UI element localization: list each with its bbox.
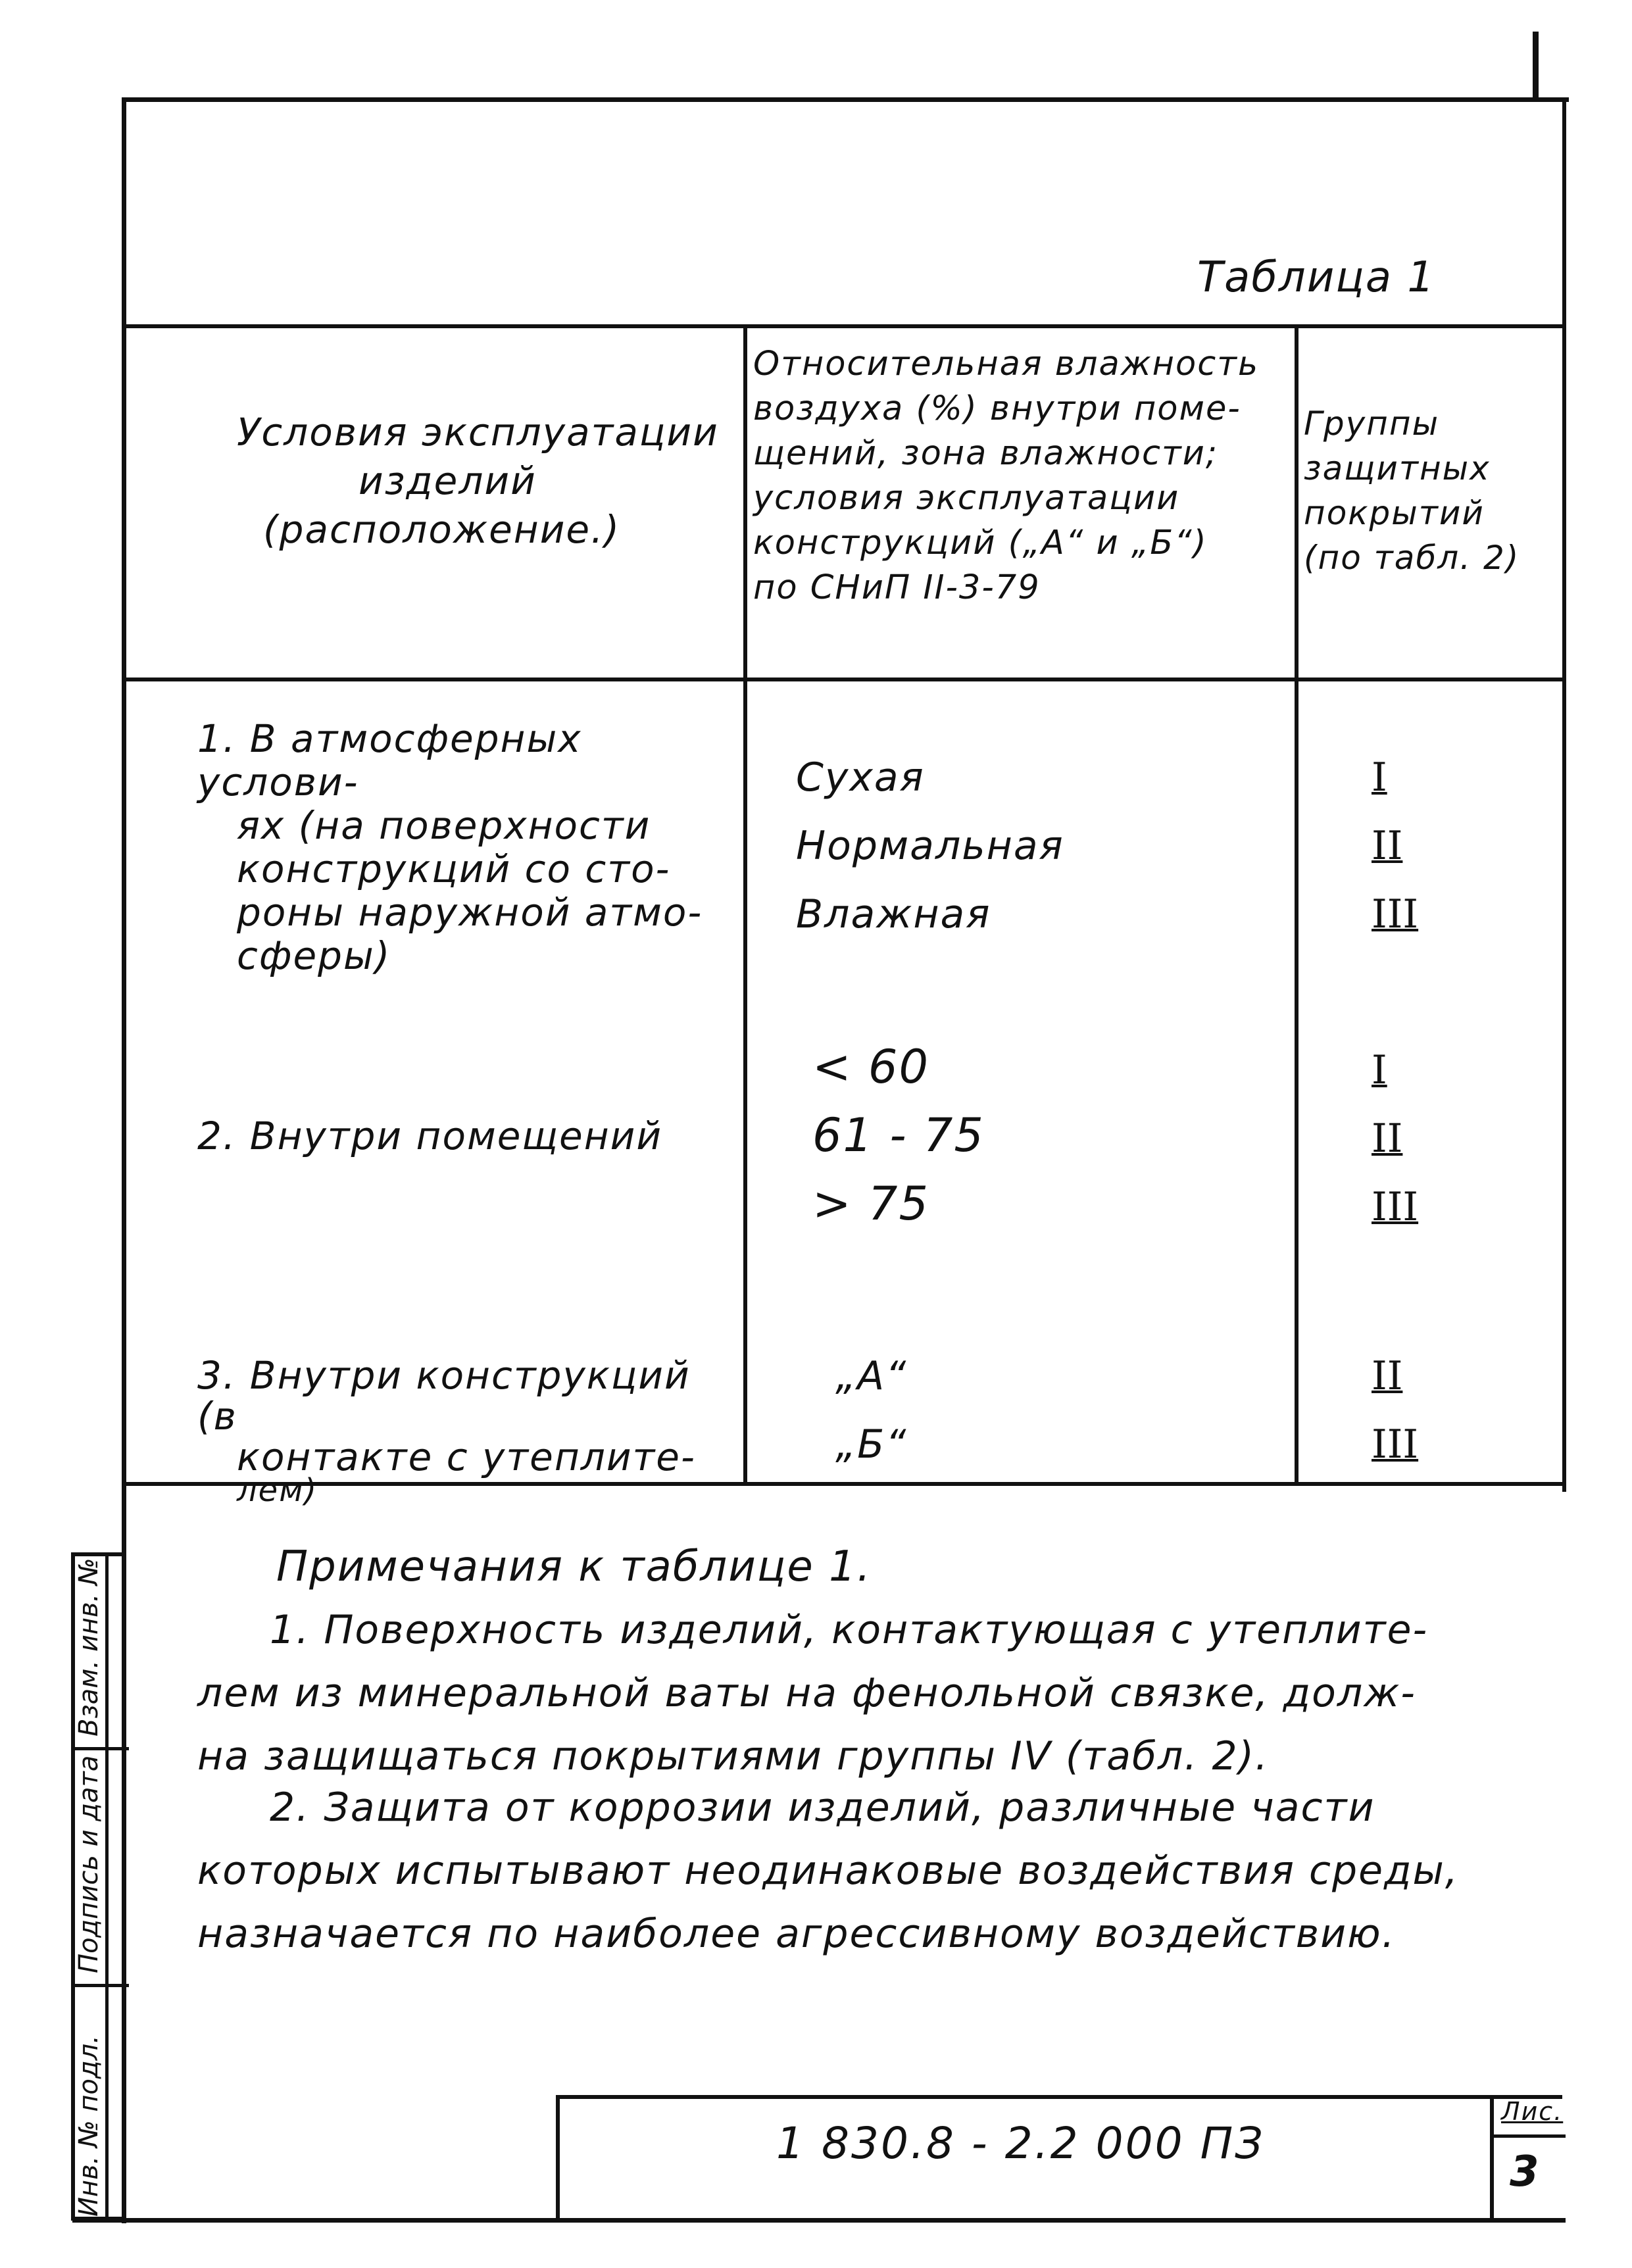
header-line: защитных	[1304, 449, 1491, 487]
side-stamp-divider	[75, 1984, 129, 1987]
note-line: 2. Защита от коррозии изделий, различные части	[270, 1785, 1375, 1831]
header-line: конструкций („А“ и „Б“)	[753, 524, 1208, 562]
row-3-humidity	[835, 1342, 907, 1479]
notes-title: Примечания к таблице 1.	[276, 1542, 872, 1591]
condition-line: лем)	[237, 1472, 318, 1509]
header-conditions	[237, 408, 737, 554]
group-value: III	[1372, 891, 1419, 937]
header-line: воздуха (%) внутри поме-	[753, 389, 1241, 428]
header-line: Группы	[1304, 405, 1440, 443]
row-3-condition	[197, 1353, 737, 1509]
table-caption: Таблица 1	[1197, 253, 1436, 302]
humidity-value: Влажная	[796, 891, 991, 937]
row-2-condition	[197, 1112, 662, 1160]
note-line: которых испытывают неодинаковые воздействия среды,	[197, 1848, 1459, 1894]
header-line: Условия эксплуатации	[237, 410, 719, 455]
side-label-replace: Взам. инв. №	[74, 1558, 104, 1737]
row-3-groups	[1372, 1342, 1418, 1479]
title-block-sheet-divider	[1490, 2095, 1494, 2221]
group-value: I	[1372, 1047, 1387, 1093]
note-line: лем из минеральной ваты на фенольной связке, долж-	[197, 1670, 1416, 1716]
sheet-label: Лис.	[1501, 2097, 1564, 2126]
header-line: (по табл. 2)	[1304, 539, 1520, 577]
note-line: на защищаться покрытиями группы IV (табл. 2).	[197, 1733, 1270, 1779]
condition-line: контакте с утеплите-	[237, 1435, 696, 1479]
humidity-value: 61 - 75	[812, 1108, 985, 1162]
group-value: II	[1372, 1353, 1403, 1399]
table-top-line	[122, 324, 1566, 328]
note-1	[197, 1598, 1552, 1788]
header-line: Относительная влажность	[753, 345, 1260, 383]
frame-bottom-border	[72, 2218, 1566, 2223]
header-line: по СНиП II-3-79	[753, 568, 1041, 607]
table-col-divider-1	[743, 324, 747, 1486]
header-line: щений, зона влажности;	[753, 434, 1219, 473]
title-block-left	[556, 2095, 560, 2221]
side-stamp-inner-line	[105, 1556, 109, 2221]
header-line: (расположение.)	[263, 507, 621, 552]
row-2-groups	[1372, 1036, 1418, 1241]
group-value: III	[1372, 1184, 1419, 1230]
doc-code: 1 830.8 - 2.2 000 ПЗ	[776, 2118, 1265, 2169]
condition-line: конструкций со сто-	[237, 847, 671, 891]
humidity-value: „Б“	[835, 1421, 908, 1467]
group-value: I	[1372, 754, 1387, 801]
group-value: II	[1372, 1116, 1403, 1162]
side-label-signature: Подпись и дата	[74, 1755, 104, 1973]
condition-line: роны наружной атмо-	[237, 890, 703, 935]
side-stamp-divider	[75, 1747, 129, 1750]
condition-line: 3. Внутри конструкций (в	[197, 1353, 691, 1439]
corner-mark	[1533, 32, 1539, 97]
humidity-value: Нормальная	[796, 823, 1064, 869]
condition-line: ях (на поверхности	[237, 803, 651, 848]
group-value: II	[1372, 823, 1403, 869]
humidity-value: > 75	[812, 1177, 929, 1231]
humidity-value: < 60	[812, 1040, 929, 1094]
row-1-condition	[197, 717, 737, 977]
condition-line: 1. В атмосферных услови-	[197, 716, 582, 804]
row-1-humidity	[796, 743, 1064, 949]
header-humidity	[753, 342, 1299, 610]
note-line: 1. Поверхность изделий, контактующая с утеплите-	[270, 1607, 1429, 1653]
humidity-value: „А“	[835, 1353, 908, 1399]
frame-right-border	[1562, 97, 1566, 1492]
header-groups	[1304, 401, 1560, 580]
row-1-groups	[1372, 743, 1418, 949]
sheet-number: 3	[1510, 2148, 1541, 2196]
group-value: III	[1372, 1421, 1419, 1467]
title-block-top	[556, 2095, 1562, 2099]
humidity-value: Сухая	[796, 754, 925, 801]
condition-line: сферы)	[237, 933, 391, 978]
note-line: назначается по наиболее агрессивному воздействию.	[197, 1911, 1396, 1957]
header-line: изделий	[359, 458, 537, 503]
header-line: покрытий	[1304, 494, 1485, 532]
table-header-divider	[122, 678, 1566, 681]
header-line: условия эксплуатации	[753, 479, 1180, 518]
side-label-inv: Инв. № подл.	[74, 2035, 104, 2217]
row-2-humidity	[812, 1033, 985, 1238]
title-block-sheet-hline	[1490, 2134, 1566, 2138]
frame-top-border	[122, 97, 1569, 102]
note-2	[197, 1776, 1552, 1965]
condition-line: 2. Внутри помещений	[197, 1114, 663, 1158]
